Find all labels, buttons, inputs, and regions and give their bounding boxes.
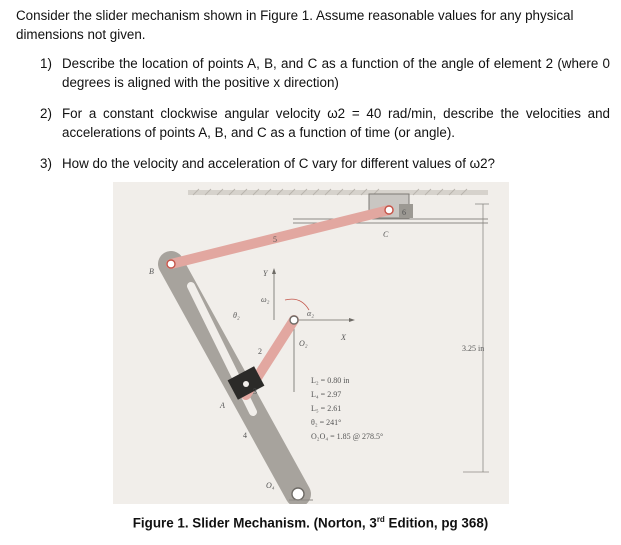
label-link-6: 6 [402,208,406,217]
label-point-C: C [383,230,389,239]
pivot-o2 [290,316,298,324]
label-point-B: B [149,267,154,276]
question-text: Describe the location of points A, B, and C as a function of the angle of element 2 (where 0 degrees is aligned with the positive x direction) [62,56,610,90]
label-theta2: θ₂ [233,311,240,320]
caption-suffix: Edition, pg 368) [384,515,489,531]
label-link-5: 5 [273,235,277,244]
label-point-A: A [220,401,225,410]
label-y-axis: Y [263,269,268,278]
intro-paragraph: Consider the slider mechanism shown in Figure 1. Assume reasonable values for any physical dimensions not given. [16,8,574,42]
question-number: 1) [40,56,52,71]
label-omega2: ω₂ [261,295,270,304]
label-height-dimension: 3.25 in [462,344,485,353]
spec-l2: L₂ = 0.80 in [311,376,350,385]
spec-theta2: θ₂ = 241° [311,418,342,427]
label-x-axis: X [341,333,346,342]
spec-l4: L₄ = 2.97 [311,390,342,399]
label-link-2: 2 [258,347,262,356]
slider-mechanism-figure [113,182,509,504]
question-1 [40,54,610,92]
question-number: 3) [40,156,52,171]
caption-superscript: rd [376,515,385,524]
question-text: How do the velocity and acceleration of C vary for different values of ω2? [62,156,495,171]
pin-a [243,381,249,387]
question-2 [40,104,610,142]
label-link-4: 4 [243,431,247,440]
question-3 [40,154,610,173]
figure-caption [0,515,621,530]
pin-b [167,260,175,268]
label-o2: O₂ [299,339,308,348]
question-number: 2) [40,106,52,121]
pivot-o4 [292,488,304,500]
label-o4: O₄ [266,481,275,490]
label-alpha2: α₂ [307,309,314,318]
question-text: For a constant clockwise angular velocity ω2 = 40 rad/min, describe the velocities and accelerations of points A, B, and C as a function of time (or angle). [62,106,610,140]
label-link-3: 3 [253,387,257,396]
pin-c [385,206,393,214]
spec-o2o4: O₂O₄ = 1.85 @ 278.5° [311,432,384,441]
spec-l5: L₅ = 2.61 [311,404,342,413]
caption-prefix: Figure 1. Slider Mechanism. (Norton, 3 [132,515,377,531]
